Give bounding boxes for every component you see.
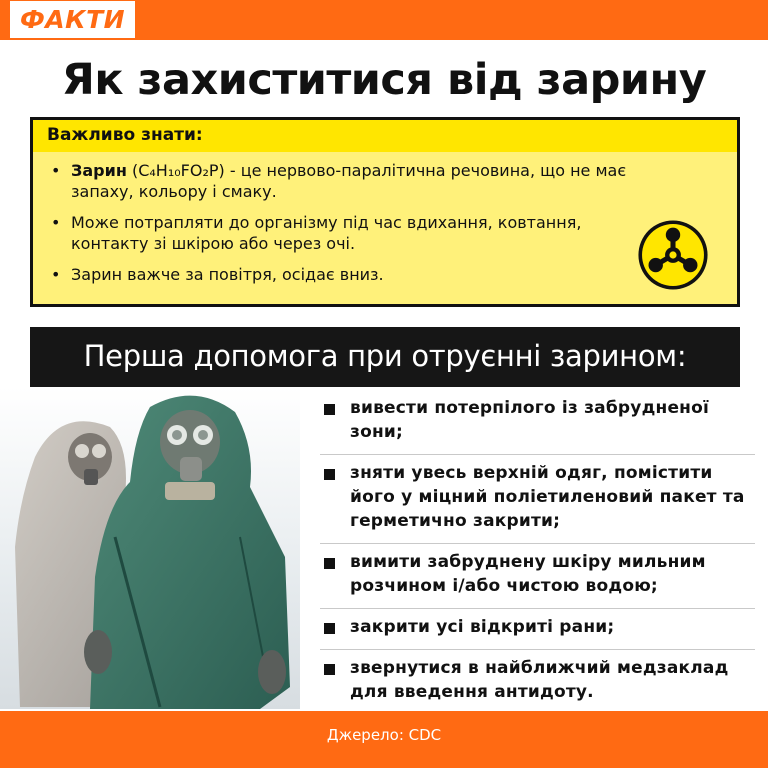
info-box-header [33, 120, 737, 152]
info-list [49, 160, 649, 295]
bottom-bar [0, 711, 768, 768]
hazmat-photo [0, 387, 300, 709]
page-title: Як захиститися від зарину [61, 55, 707, 105]
info-item-text: (C₄H₁₀FO₂P) - це нервово-паралітична речовина, що не має запаху, кольору і смаку. [71, 161, 627, 201]
info-item-text: Може потрапляти до організму під час вдихання, ковтання, контакту зі шкірою або через очі. [71, 213, 582, 253]
source-label: Джерело: CDC [326, 726, 442, 744]
step-text: звернутися в найближчий медзаклад для введення антидоту. [350, 658, 729, 702]
bullet-square [324, 623, 335, 634]
first-aid-heading: Перша допомога при отруєнні зарином: [83, 339, 687, 373]
info-item-text: Зарин важче за повітря, осідає вниз. [71, 265, 384, 284]
step-text: зняти увесь верхній одяг, помістити його у міцний поліетиленовий пакет та герметично закрити; [350, 463, 745, 531]
hazmat-workers-image [0, 387, 300, 709]
info-item [49, 160, 649, 202]
info-item [49, 212, 649, 254]
info-box [30, 117, 740, 307]
step-item [320, 650, 755, 714]
logo-text: ФАКТИ [20, 5, 126, 34]
info-item [49, 264, 649, 285]
step-text: вимити забруднену шкіру мильним розчином і/або чистою водою; [350, 552, 706, 596]
step-item [320, 390, 755, 455]
first-aid-steps [320, 390, 755, 714]
fakty-logo [10, 1, 135, 38]
step-item [320, 455, 755, 544]
step-text: закрити усі відкриті рани; [350, 617, 615, 637]
info-heading: Важливо знати: [47, 125, 203, 145]
step-item [320, 609, 755, 650]
first-aid-banner [30, 327, 740, 387]
bullet-square [324, 469, 335, 480]
bullet-square [324, 558, 335, 569]
top-bar [0, 0, 768, 40]
step-item [320, 544, 755, 609]
bullet-square [324, 664, 335, 675]
step-text: вивести потерпілого із забрудненої зони; [350, 398, 710, 442]
bullet-square [324, 404, 335, 415]
biohazard-icon [637, 219, 709, 291]
info-item-bold: Зарин [71, 161, 127, 180]
